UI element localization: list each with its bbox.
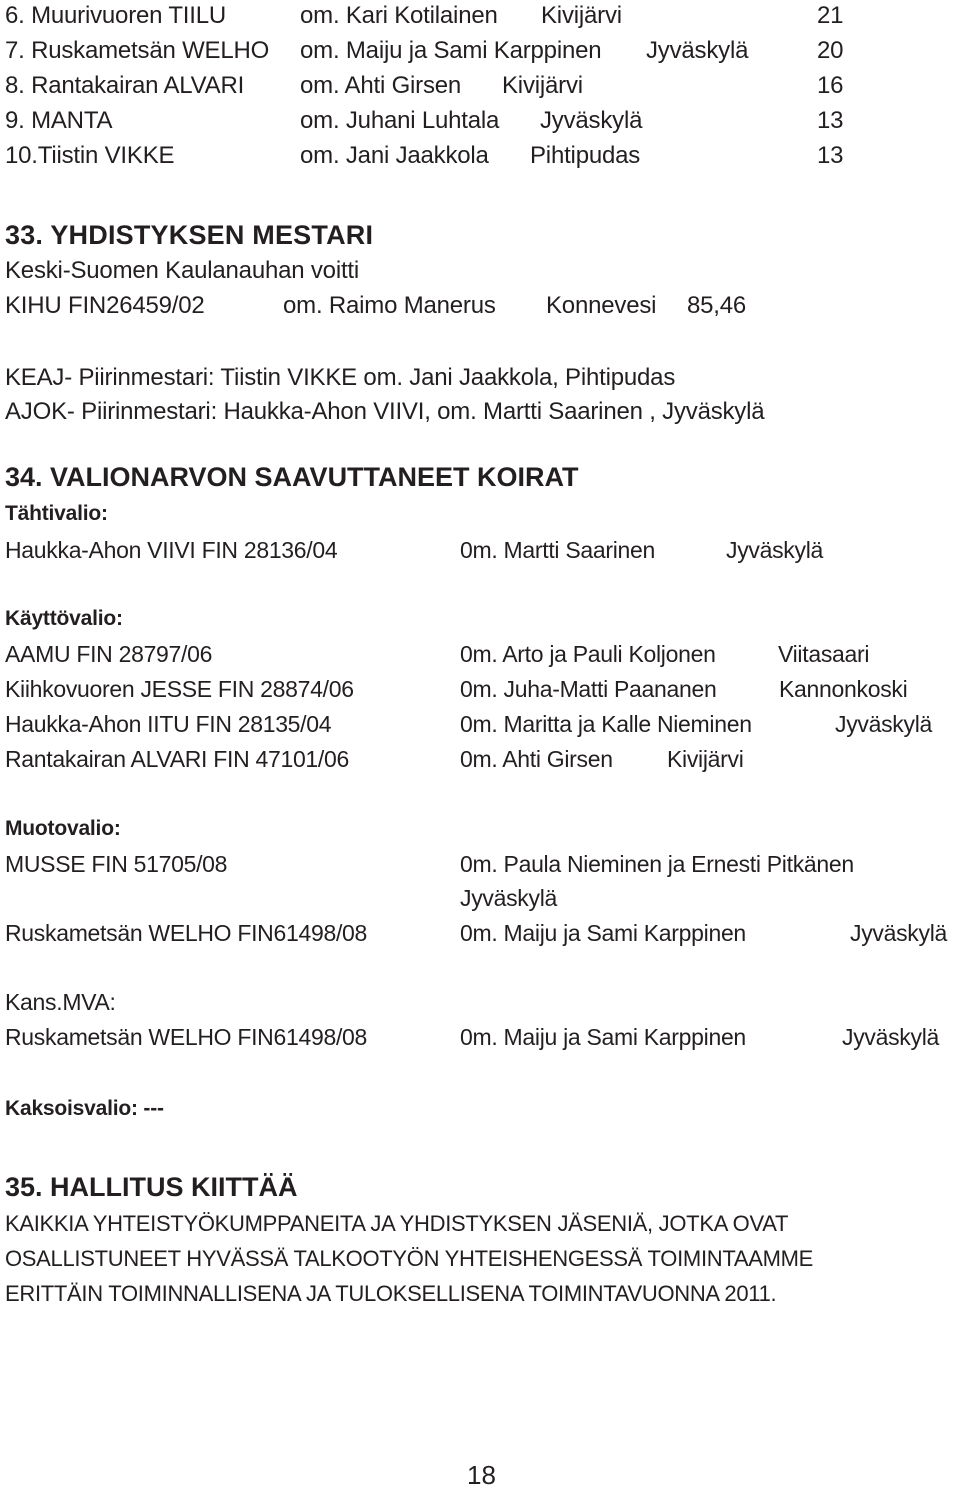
place: Jyväskylä bbox=[460, 885, 557, 911]
category-label: Käyttövalio: bbox=[5, 607, 123, 630]
place: Jyväskylä bbox=[726, 537, 823, 563]
dog-name: KIHU FIN26459/02 bbox=[5, 292, 205, 319]
place: Kivijärvi bbox=[541, 2, 622, 29]
place: Jyväskylä bbox=[842, 1024, 939, 1050]
section-heading: 35. HALLITUS KIITTÄÄ bbox=[5, 1172, 298, 1202]
dog-name: 8. Rantakairan ALVARI bbox=[5, 72, 245, 99]
owner: om. Kari Kotilainen bbox=[300, 2, 498, 29]
owner: 0m. Paula Nieminen ja Ernesti Pitkänen bbox=[460, 851, 854, 877]
section-heading: 34. VALIONARVON SAAVUTTANEET KOIRAT bbox=[5, 462, 579, 492]
dog-name: 7. Ruskametsän WELHO bbox=[5, 37, 270, 64]
owner: om. Maiju ja Sami Karppinen bbox=[300, 37, 602, 64]
section-heading: 33. YHDISTYKSEN MESTARI bbox=[5, 220, 374, 250]
place: Jyväskylä bbox=[850, 920, 947, 946]
dog-name: Rantakairan ALVARI FIN 47101/06 bbox=[5, 746, 349, 772]
place: Kivijärvi bbox=[502, 72, 583, 99]
dog-name: Kiihkovuoren JESSE FIN 28874/06 bbox=[5, 676, 354, 702]
owner: 0m. Juha-Matti Paananen bbox=[460, 676, 717, 702]
owner: 0m. Martti Saarinen bbox=[460, 537, 655, 563]
text-line: ERITTÄIN TOIMINNALLISENA JA TULOKSELLISENA TOIMINTAVUONNA 2011. bbox=[5, 1281, 777, 1306]
owner: 0m. Maiju ja Sami Karppinen bbox=[460, 1024, 746, 1050]
score: 16 bbox=[817, 72, 844, 99]
category-label: Kaksoisvalio: --- bbox=[5, 1097, 164, 1120]
owner: 0m. Arto ja Pauli Koljonen bbox=[460, 641, 716, 667]
score: 21 bbox=[817, 2, 844, 29]
place: Viitasaari bbox=[778, 641, 870, 667]
text-line: KAIKKIA YHTEISTYÖKUMPPANEITA JA YHDISTYKSEN JÄSENIÄ, JOTKA OVAT bbox=[5, 1211, 789, 1236]
place: Kannonkoski bbox=[779, 676, 908, 702]
category-label: Kans.MVA: bbox=[5, 989, 116, 1015]
owner: om. Juhani Luhtala bbox=[300, 107, 500, 134]
dog-name: Ruskametsän WELHO FIN61498/08 bbox=[5, 1024, 368, 1050]
dog-name: AAMU FIN 28797/06 bbox=[5, 641, 213, 667]
place: Jyväskylä bbox=[540, 107, 643, 134]
score: 20 bbox=[817, 37, 844, 64]
owner: 0m. Maiju ja Sami Karppinen bbox=[460, 920, 746, 946]
owner: 0m. Ahti Girsen bbox=[460, 746, 613, 772]
score: 85,46 bbox=[687, 292, 747, 319]
text-line: OSALLISTUNEET HYVÄSSÄ TALKOOTYÖN YHTEISHENGESSÄ TOIMINTAAMME bbox=[5, 1246, 814, 1271]
dog-name: 10.Tiistin VIKKE bbox=[5, 142, 175, 169]
ajok-line: AJOK- Piirinmestari: Haukka-Ahon VIIVI, om. Martti Saarinen , Jyväskylä bbox=[5, 398, 765, 425]
dog-name: 6. Muurivuoren TIILU bbox=[5, 2, 226, 29]
text-line: Keski-Suomen Kaulanauhan voitti bbox=[5, 257, 360, 284]
place: Jyväskylä bbox=[835, 711, 932, 737]
owner: om. Ahti Girsen bbox=[300, 72, 462, 99]
score: 13 bbox=[817, 142, 844, 169]
place: Pihtipudas bbox=[530, 142, 641, 169]
dog-name: 9. MANTA bbox=[5, 107, 113, 134]
owner: 0m. Maritta ja Kalle Nieminen bbox=[460, 711, 752, 737]
owner: om. Raimo Manerus bbox=[283, 292, 496, 319]
dog-name: Ruskametsän WELHO FIN61498/08 bbox=[5, 920, 368, 946]
dog-name: MUSSE FIN 51705/08 bbox=[5, 851, 228, 877]
place: Kivijärvi bbox=[667, 746, 744, 772]
keaj-line: KEAJ- Piirinmestari: Tiistin VIKKE om. Jani Jaakkola, Pihtipudas bbox=[5, 364, 676, 391]
place: Konnevesi bbox=[546, 292, 657, 319]
score: 13 bbox=[817, 107, 844, 134]
category-label: Muotovalio: bbox=[5, 817, 121, 840]
dog-name: Haukka-Ahon VIIVI FIN 28136/04 bbox=[5, 537, 338, 563]
category-label: Tähtivalio: bbox=[5, 502, 108, 525]
page-number: 18 bbox=[467, 1460, 496, 1490]
place: Jyväskylä bbox=[646, 37, 749, 64]
dog-name: Haukka-Ahon IITU FIN 28135/04 bbox=[5, 711, 332, 737]
owner: om. Jani Jaakkola bbox=[300, 142, 489, 169]
